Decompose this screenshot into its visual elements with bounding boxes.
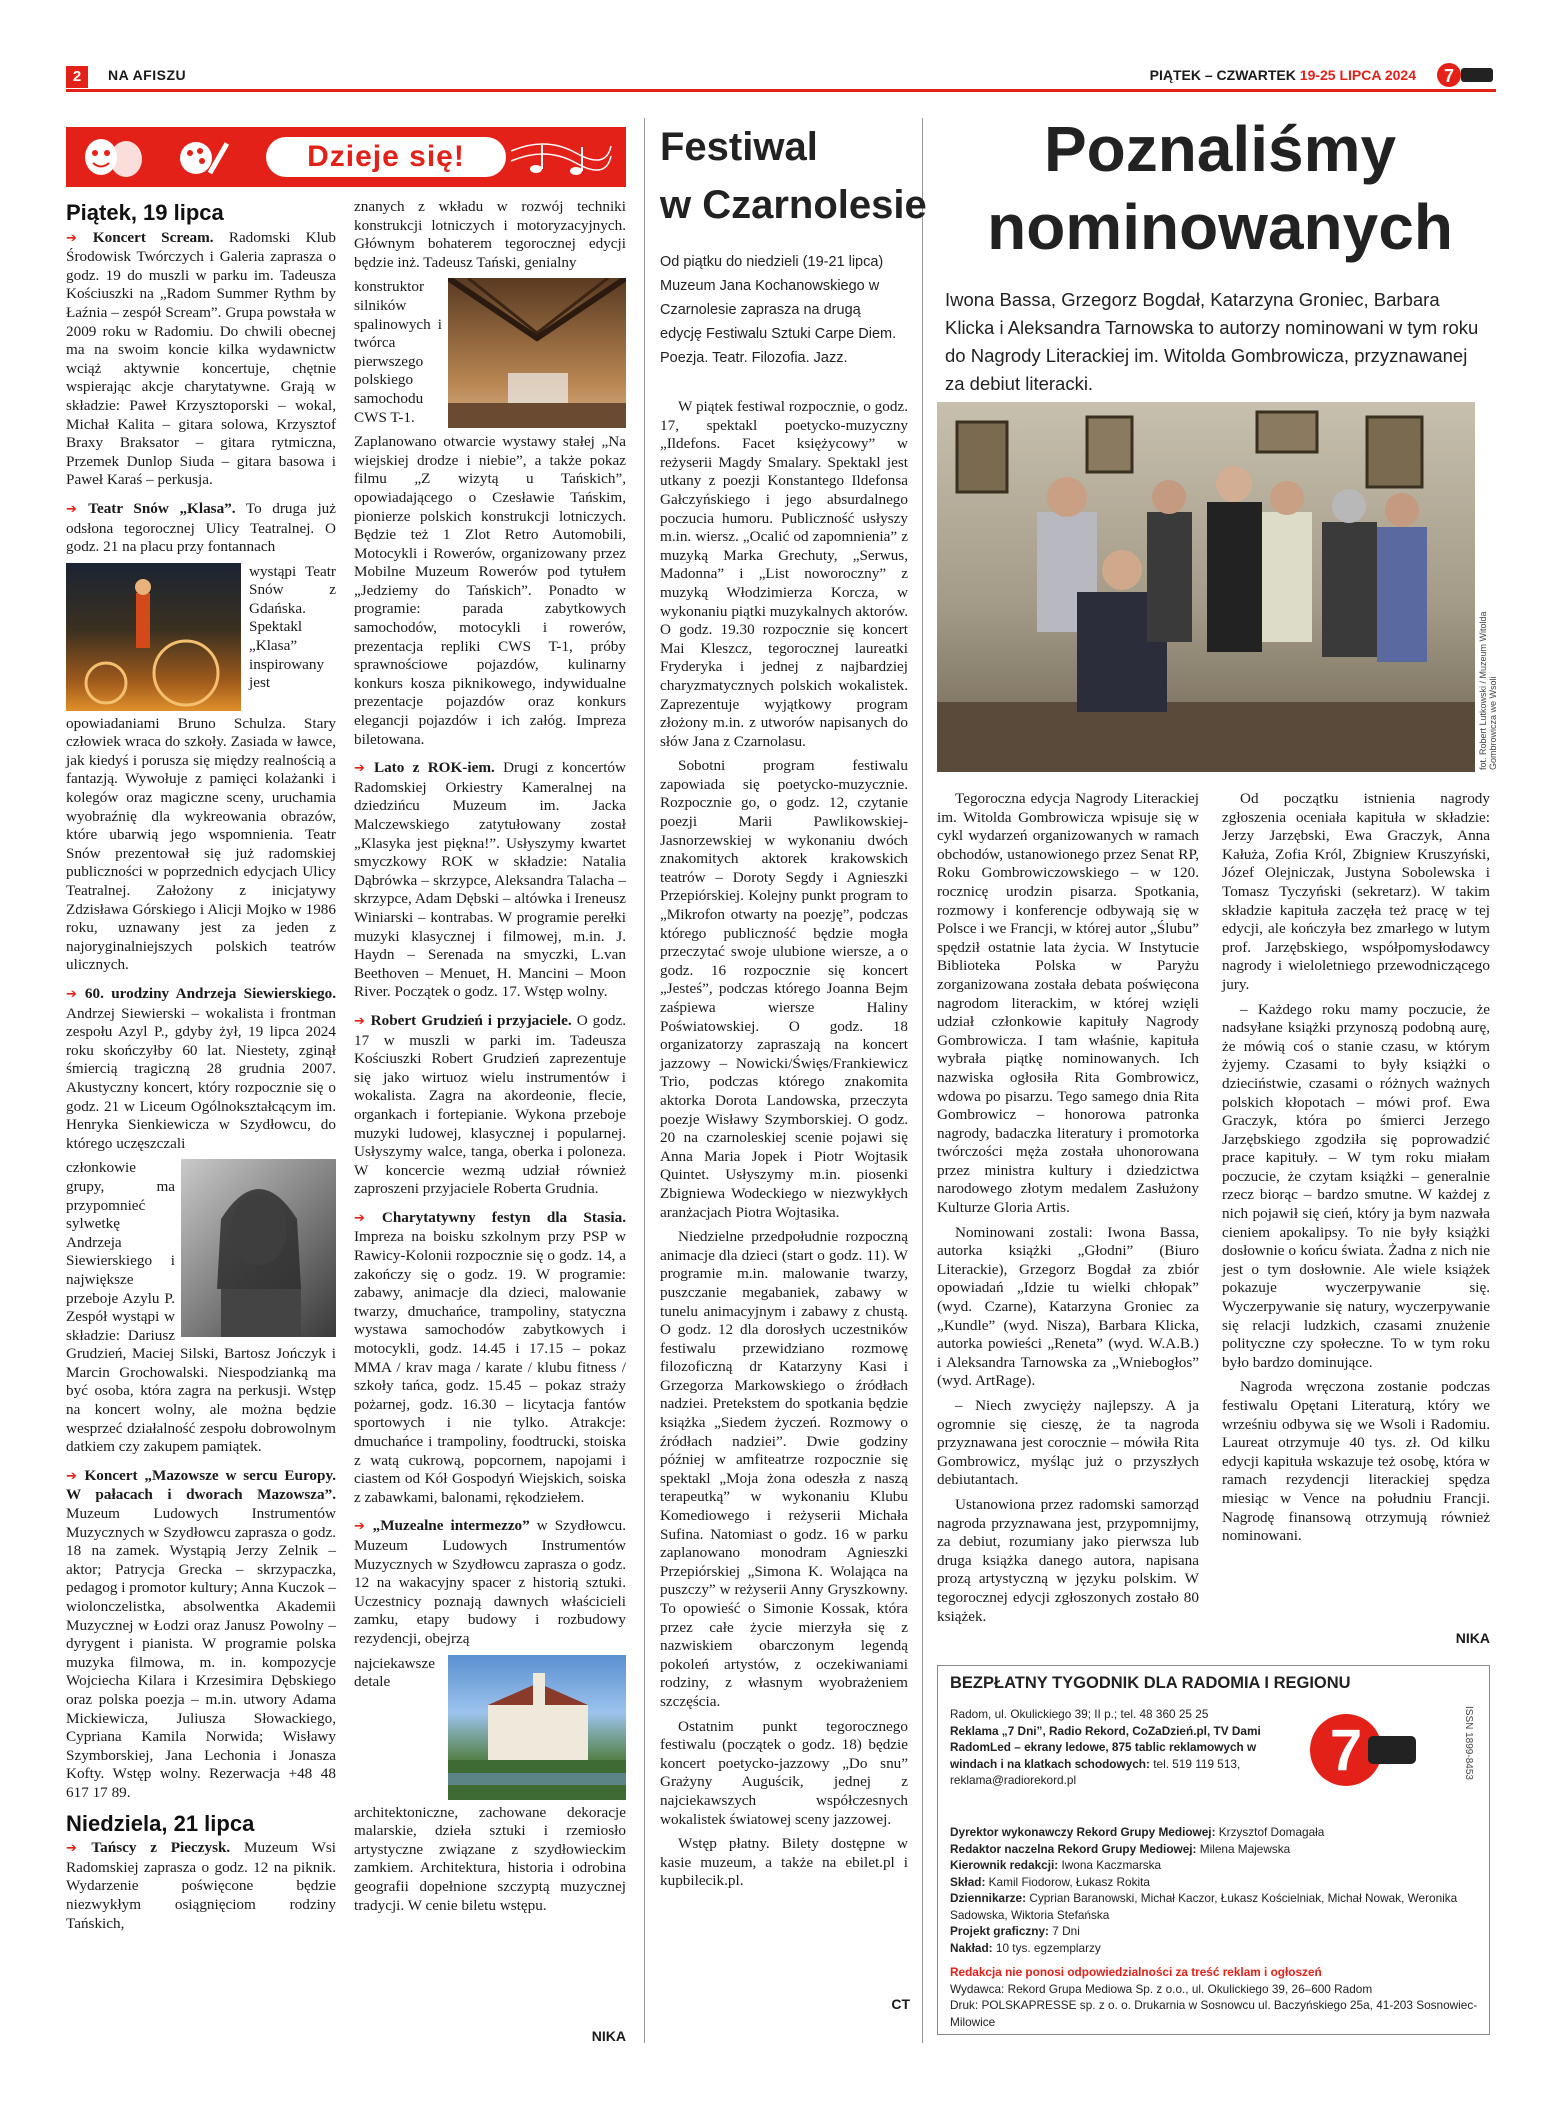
- disclaimer: Redakcja nie ponosi odpowiedzialności za treść reklam i ogłoszeń: [950, 1965, 1322, 1979]
- teatr-snow-photo: [66, 563, 241, 711]
- masthead-box: [937, 1665, 1490, 2035]
- festival-headline: Festiwal w Czarnolesie: [660, 125, 927, 227]
- day-heading-sunday: Niedziela, 21 lipca: [66, 1810, 255, 1836]
- svg-text:7: 7: [1443, 66, 1455, 86]
- nominees-headline: Poznaliśmy nominowanych: [987, 113, 1453, 263]
- nominees-lead: Iwona Bassa, Grzegorz Bogdał, Katarzyna Groniec, Barbara Klicka i Aleksandra Tarnowska to autorzy nominowani w tym roku do Nagrody Literackiej im. Witolda Gombrowicza, przyznawanej za debiut literacki.: [945, 289, 1479, 394]
- events-column-2: [354, 198, 626, 1921]
- theatre-masks-icon: [76, 133, 246, 183]
- events-column-1: [66, 198, 336, 1939]
- masthead-contacts: Radom, ul. Okulickiego 39; II p.; tel. 48 360 25 25 Reklama „7 Dni”, Radio Rekord, CoZaDzień.pl, TV Dami RadomLed – ekrany ledowe, 875 tablic reklamowych w windach i na klatkach schodowych: tel. 519 119 513, reklama@radiorekord.pl: [950, 1707, 1261, 1787]
- festival-lead: Od piątku do niedzieli (19-21 lipca) Muzeum Jana Kochanowskiego w Czarnolesie zaprasza na drugą edycję Festiwalu Sztuki Carpe Diem. Poezja. Teatr. Filozofia. Jazz.: [660, 254, 897, 366]
- event-mazowsze: ➔ Koncert „Mazowsze w sercu Europy. W pałacach i dworach Mazowsza”. Muzeum Ludowych Instrumentów Muzycznych w Szydłowcu zaprasza o godz. 18 na zamek. Wystąpią Jerzy Zelnik – aktor; Patrycja Grecka – skrzypaczka, pedagog i promotor kultury; Anna Kuczok – wiolonczelistka, absolwentka Akademii Muzycznej w Łodzi oraz Janusz Powolny – dyrygent i pianista. W programie polska muzyka filmowa, m. in. kompozycje Wojciecha Kilara i Krzesimira Dębskiego oraz polska poezja – m.in. utwory Adama Mickiewicza, Juliusza Słowackiego, Cypriana Kamila Norwida; Wisławy Szymborskiej, Jana Lechonia i Jonasza Kofty. Wstęp wolny. Rezerwacja +48 48 617 17 89.: [66, 1466, 336, 1801]
- svg-text:7: 7: [1329, 1718, 1363, 1783]
- author-signature-festival: CT: [891, 1996, 910, 2012]
- events-banner: [66, 127, 626, 187]
- szydlowiec-castle-photo: [448, 1655, 626, 1800]
- event-lato-rok: ➔ Lato z ROK-iem. Drugi z koncertów Radomskiej Orkiestry Kameralnej na dziedzińcu Muzeum im. Jacka Malczewskiego zatytułowany został „Klasyka jest piękna!”. Usłyszymy kwartet smyczkowy ROK w składzie: Natalia Dąbrówka – skrzypce, Aleksandra Talacha – skrzypce, Adam Dębski – altówka i Ireneusz Winiarski – kontrabas. W programie perełki muzyki klasycznej i filmowej, m.in. J. Haydn – Serenada na smyczki, L.van Beethoven – Menuet, H. Mancini – Moon River. Początek o godz. 17. Wstęp wolny.: [354, 759, 626, 1001]
- masthead-staff: Dyrektor wykonawczy Rekord Grupy Mediowej: Krzysztof Domagała Redaktor naczelna Rekord Grupy Mediowej: Milena Majewska Kierownik redakcji: Iwona Kaczmarska Skład: Kamil Fiodorow, Łukasz Rokita Dziennikarze: Cyprian Baranowski, Michał Kaczor, Łukasz Kościelniak, Michał Nowak, Weronika Sadowska, Wiktoria Stefańska Projekt graficzny: 7 Dni Nakład: 10 tys. egzemplarzy Redakcja nie ponosi odpowiedzialności za treść reklam i ogłoszeń Wydawca: Rekord Grupa Mediowa Sp. z o.o., ul. Okulickiego 39, 26–600 Radom Druk: POLSKAPRESSE sp. z o. o. Drukarnia w Sosnowcu ul. Baczyńskiego 25a, 41-203 Sosnowiec-Milowice: [950, 1824, 1480, 2030]
- nominees-photo: [937, 402, 1475, 772]
- nominees-column-2: Od początku istnienia nagrody zgłoszenia oceniała kapituła w składzie: Jerzy Jarzębski, Ewa Graczyk, Anna Kałuża, Zofia Król, Zbigniew Kruszyński, Józef Olejniczak, Justyna Sobolewska i Tomasz Tyczyński (sekretarz). W takim składzie kapituła zaczęła też pracę w tej edycji, ale kończyła bez zmarłego w lutym prof. Jarzębskiego, współpomysłodawcy nagrody i wieloletniego przewodniczącego jury. – Każdego roku mamy poczucie, że nadsyłane książki przynoszą podobną aurę, że mówią coś o stanie czasu, w którym żyjemy. Czasami to były książki o dzieciństwie, czasami o różnych ważnych polskich kłopotach – mówi prof. Ewa Graczyk, która po śmierci Jerzego Jarzębskiego zgodziła się poprowadzić prace kapituły. – W tym roku miałam poczucie, że czytam książki – generalnie rzecz biorąc – bardzo smutne. W każdej z nich pojawił się cień, który ja bym nazwała cieniem apokalipsy. To nie były książki dosłownie o końcu świata. Żadna z nich nie jest o tym dosłownie. Ale wiele książek pokazuje wyczerpywanie się. Wyczerpywanie się natury, wyczerpywanie się relacji ludzkich, czasami znużenie polityczne czy społeczne. To w tym roku było bardzo dominujące. Nagroda wręczona zostanie podczas festiwalu Opętani Literaturą, który we wrześniu odbywa się we Wsoli i Radomiu. Laureat otrzymuje 40 tys. zł. Od kilku edycji kapituła wskazuje też osobę, która w ramach rezydencji literackiej spędza miesiąc w Vence na południu Francji. Nagrodę finansową otrzymują również nominowani.: [1222, 790, 1490, 1545]
- page-header: [66, 62, 1496, 92]
- event-tanscy-cont: znanych z wkładu w rozwój techniki konstrukcji lotniczych i motoryzacyjnych. Głównym bohaterem tegorocznej edycji będzie inż. Tadeusz Tański, genialny: [354, 198, 626, 271]
- 7dni-logo-icon: [1436, 62, 1496, 88]
- banner-title: Dzieje się!: [266, 137, 506, 177]
- column-divider: [922, 118, 923, 2043]
- issue-date: PIĄTEK – CZWARTEK 19-25 LIPCA 2024: [1149, 67, 1416, 83]
- event-siewierski-cont: członkowie grupy, ma przypomnieć sylwetkę Andrzeja Siewierskiego i największe przeboje Azylu P. Zespół wystąpi w składzie: Dariusz Grudzień, Maciej Silski, Bartosz Jończyk i Marcin Grochowalski. Niespodzianką ma być osoba, która zagra na perkusji. Wstęp na koncert wolny, ale można będzie wesprzeć działalność zespołu dobrowolnym datkiem czy zakupem pamiątek.: [66, 1159, 336, 1456]
- photo-credit: fot. Robert Lutkowski / Muzeum Witolda Gombrowicza we Wsoli: [1478, 611, 1498, 770]
- nominees-column-1: Tegoroczna edycja Nagrody Literackiej im. Witolda Gombrowicza wpisuje się w cykl wydarzeń organizowanych w ramach obchodów, ustanowionego przez Senat RP, Roku Gombrowiczowskiego – w 120. rocznicę urodzin pisarza. Spotkania, rozmowy i konferencje odbywają się w Polsce i we Francji, w której autor „Ślubu” spędził ostatnie lata życia. W Instytucie Biblioteka Polska w Paryżu zorganizowana została debata poświęcona nagrodom literackim, w której wzięli udział członkowie kapituły Nagrody Gombrowicza. I tam właśnie, kapituła wybrała piątkę nominowanych. Ich nazwiska ogłosiła Rita Gombrowicz, wdowa po pisarzu. Tego samego dnia Rita Gombrowicz – honorowa patronka nagrody, badaczka literatury i promotorka twórczości męża została uhonorowana przez ministra kultury i dziedzictwa narodowego złotym medalem Zasłużony Kulturze Gloria Artis. Nominowani zostali: Iwona Bassa, autorka książki „Głodni” (Biuro Literackie), Grzegorz Bogdał za zbiór opowiadań „Idzie tu wielki chłopak” (wyd. Czarne), Katarzyna Groniec za „Kundle” (wyd. Nisza), Barbara Klicka, autorka powieści „Reneta” (wyd. W.A.B.) i Aleksandra Tarnowska za „Wniebogłos” (wyd. ArtRage). – Niech zwycięży najlepszy. A ja ogromnie się cieszę, że ta nagroda przyznawana jest corocznie – mówiła Rita Gombrowicz, myśląc już o przyszłych debiutantach. Ustanowiona przez radomski samorząd nagroda przyznawana jest, przypomnijmy, za debiut, rozumiany jako pierwsza lub druga książka danego autora, napisana prozą artystyczną w języku polskim. W tegorocznej edycji zgłoszonych zostało 80 książek.: [937, 790, 1199, 1625]
- section-title: NA AFISZU: [108, 67, 187, 83]
- event-scream: ➔ Koncert Scream. Radomski Klub Środowisk Twórczych i Galeria zaprasza o godz. 19 do muszli w parku im. Tadeusza Kościuszki na „Radom Summer Rythm by Łaźnia – zespół Scream”. Grupa powstała w 2009 roku w Radomiu. Do chwili obecnej ma na swoim koncie kilka wydawnictw wciąż aktywnie koncertuje, chętnie wspierając akcje charytatywne. Grają w składzie: Paweł Krzysztoporski – wokal, Michał Kalita – gitara solowa, Krzysztof Braxy Braksator – gitara rytmiczna, Przemek Dunlop Siuda – gitara basowa i Paweł Karaś – perkusja.: [66, 228, 336, 489]
- page-number: 2: [66, 66, 88, 88]
- event-tanscy-cont-c: Zaplanowano otwarcie wystawy stałej „Na wiejskiej drodze i niebie”, a także pokaz filmu „Z wizytą u Tańskich”, opowiadającego o Czesławie Tańskim, pionierze polskich konstrukcji lotniczych. Będzie też 1 Zlot Retro Automobili, Motocykli i Rowerów, organizowany przez Mobilne Muzeum Rowerów pod tytułem „Jedziemy do Tańskich”. Ponadto w programie: parada zabytkowych samochodów, motocykli i rowerów, prezentacja repliki CWS T-1, próby sprawnościowe pojazdów, kulinarny konkurs kosza piknikowego, indywidualne prezentacje pojazdów oraz konkurs elegancji pojazdów i ich załóg. Impreza biletowana.: [354, 433, 626, 748]
- event-tanscy-cont-b: konstruktor silników spalinowych i twórca pierwszego polskiego samochodu CWS T-1.: [354, 278, 442, 426]
- event-teatr-snow: ➔ Teatr Snów „Klasa”. To druga już odsłona tegorocznej Ulicy Teatralnej. O godz. 21 na placu przy fontannach: [66, 499, 336, 556]
- author-signature-nominees: NIKA: [1455, 1630, 1490, 1646]
- issn: ISSN 1899-8453: [1463, 1706, 1474, 1780]
- event-teatr-snow-cont: wystąpi Teatr Snów z Gdańska. Spektakl „Klasa” inspirowany jest opowiadaniami Bruno Schulza. Stary człowiek wraca do szkoły. Zasiada w ławce, jak kiedyś i porusza się między realnością a fantazją. Wywołuje z pamięci kolażanki i kolegów oraz magiczne sceny, uruchamia wyobraźnię dla wykreowania obrazów, które ubarwią jego wspomnienia. Teatr Snów prezentował się już radomskiej publiczności w poprzednich edycjach Ulicy Teatralnej. Założony z inicjatywy Zdzisława Górskiego i Alicji Mojko w 1986 roku, uznawany jest za jeden z najoryginalniejszych polskich teatrów ulicznych.: [66, 562, 336, 974]
- author-signature-events: NIKA: [591, 2028, 626, 2044]
- siewierski-photo: [181, 1159, 336, 1337]
- music-notes-icon: [506, 131, 616, 183]
- event-tanscy: ➔ Tańscy z Pieczysk. Muzeum Wsi Radomskiej zaprasza o godz. 12 na piknik. Wydarzenie poświęcone będzie niezwykłym osiągnięciom rodziny Tańskich,: [66, 1839, 336, 1932]
- event-grudzien: ➔ Robert Grudzień i przyjaciele. O godz. 17 w muszli w parki im. Tadeusza Kościuszki Robert Grudzień zaprezentuje się jako wirtuoz wielu instrumentów i wokalista. Zagra na akordeonie, flecie, organkach i fortepianie. Wykona przeboje muzyki ludowej, klasycznej i popularnej. Usłyszymy walce, tanga, oberka i poloneza. W koncercie wezmą udział również zaproszeni przyjaciele Roberta Grudnia.: [354, 1011, 627, 1198]
- event-intermezzo-cont: najciekawsze detale architektoniczne, zachowane dekoracje malarskie, dzieła sztuki i rzemiosło artystyczne związane z szydłowieckim zamkiem. Architektura, historia i odrobina geografii dopełnione szczyptą muzycznej tradycji. W cenie biletu wstępu.: [354, 1654, 626, 1914]
- day-heading-friday: Piątek, 19 lipca: [66, 200, 224, 225]
- museum-interior-photo: [448, 278, 626, 428]
- event-siewierski: ➔ 60. urodziny Andrzeja Siewierskiego. Andrzej Siewierski – wokalista i frontman zespołu Azyl P., gdyby żył, 19 lipca 2024 roku skończyłby 60 lat. Niestety, zginął śmiercią tragiczną 28 grudnia 2007. Akustyczny koncert, który rozpocznie się o godz. 21 w Liceum Ogólnokształcącym im. Henryka Sienkiewicza w Szydłowcu, do którego uczęszczali: [66, 985, 337, 1152]
- event-intermezzo: ➔ „Muzealne intermezzo” w Szydłowcu. Muzeum Ludowych Instrumentów Muzycznych w Szydłowcu zaprasza o godz. 12 na wakacyjny spacer z historią sztuki. Uczestnicy poznają dawnych właścicieli zamku, etapy budowy i rozbudowy rezydencji, obejrzą: [354, 1517, 626, 1647]
- column-divider: [644, 118, 645, 2043]
- masthead-title: BEZPŁATNY TYGODNIK DLA RADOMIA I REGIONU: [950, 1674, 1351, 1692]
- event-festyn: ➔ Charytatywny festyn dla Stasia. Impreza na boisku szkolnym przy PSP w Rawicy-Kolonii rozpocznie się o godz. 14, a zakończy się o godz. 19. W programie: zabawy, animacje dla dzieci, malowanie twarzy, dmuchańce, trampoliny, statyczna wystawa samochodów zabytkowych i motocykli, godz. 14.45 i 17.15 – pokaz MMA / krav maga / karate / klubu fitness / szkoły tańca, godz. 15.45 – pokaz straży pożarnej, godz. 16.30 – licytacja fantów sportowych i nie tylko. Atrakcje: dmuchańce i trampoliny, foodtrucki, stoiska z watą cukrową, popcornem, napojami i ciastem od Kół Gospodyń Wiejskich, soiska z zabawkami, balonami, rękodziełem.: [354, 1208, 627, 1506]
- festival-body: W piątek festiwal rozpocznie, o godz. 17, spektakl poetycko-muzyczny „Ildefons. Facet księżycowy” w reżyserii Magdy Smalary. Spektakl jest utkany z poezji Konstantego Ildefonsa Gałczyńskiego i jego absurdalnego poczucia humoru. Publiczność usłyszy m.in. wiersz. „Ocalić od zapomnienia” z muzyką Marka Grechuty, „Serwus, Madonna” i „List noworoczny” z muzyką Włodzimierza Korcza, w wykonaniu piątki muzykalnych aktorów. O godz. 19.30 rozpocznie się koncert Mai Kleszcz, tegorocznej laureatki Fryderyka i jednej z najbardziej charyzmatycznych polskich wokalistek. Zaprezentuje wyjątkowy program złożony m.in. z utworów napisanych do słów Jana z Czarnolasu. Sobotni program festiwalu zapowiada się poetycko-muzycznie. Rozpocznie go, o godz. 12, czytanie poezji Marii Pawlikowskiej-Jasnorzewskiej w wykonaniu dwóch znakomitych aktorek krakowskich teatrów – Doroty Segdy i Agnieszki Przepiórskiej. Kolejny punkt program to „Mikrofon otwarty na poezję”, podczas którego publiczność będzie mogła przeczytać swoje ulubione wiersze, a o godz. 16 rozpocznie się koncert „Jesteś”, podczas którego Joanna Bejm zaśpiewa wiersze Haliny Poświatowskiej. O godz. 18 organizatorzy zapraszają na koncert jazzowy – Nowicki/Święs/Frankiewicz Trio, podczas którego znakomita aktorka Dorota Landowska, przeczyta poezje Wisławy Szymborskiej. O godz. 20 na czarnoleskiej scenie pojawi się Anna Maria Jopek i Piotr Wojtasik Quintet. Usłyszymy m.in. piosenki Zbigniewa Wodeckiego w niezwykłych aranżacjach Piotra Wojtasika. Niedzielne przedpołudnie rozpoczną animacje dla dzieci (start o godz. 11). W programie m.in. malowanie twarzy, puszczanie megabaniek, zabawy w tunelu animacyjnym i zabawy z chustą. O godz. 12 dla dorosłych uczestników festiwalu przewidziano rozmowę filozoficzną dr Katarzyny Kasi i Grzegorza Markowskiego o źródłach nadziei. Pretekstem do spotkania będzie książka „Siedem życzeń. Rozmowy o źródłach nadziei”. Dwie godziny później w amfiteatrze rozpocznie się spektakl „Moja żona odeszła z naszą terapeutką” w wykonaniu Klubu Komediowego i reżyserii Michała Sufina. Natomiast o godz. 16 w parku zaplanowano monodram Agnieszki Przepiórskiej „Simona K. Wolająca na puszczy” w reżyserii Anny Gryszkowny. To opowieść o Simonie Kossak, która przez całe życie mierzyła się z nazwiskiem obarczonym legendą pokoleń artystów, z oczekiwaniami rodziny, z własnym wyobrażeniem szczęścia. Ostatnim punkt tegorocznego festiwalu (początek o godz. 18) będzie koncert poetycko-jazzowy „Do snu” Grażyny Auguścik, jednej z najciekawszych współczesnych wokalistek światowej sceny jazzowej. Wstęp płatny. Bilety dostępne w kasie muzeum, a także na ebilet.pl i kupbilecik.pl.: [660, 398, 908, 1890]
- 7dni-logo-icon: [1308, 1710, 1418, 1790]
